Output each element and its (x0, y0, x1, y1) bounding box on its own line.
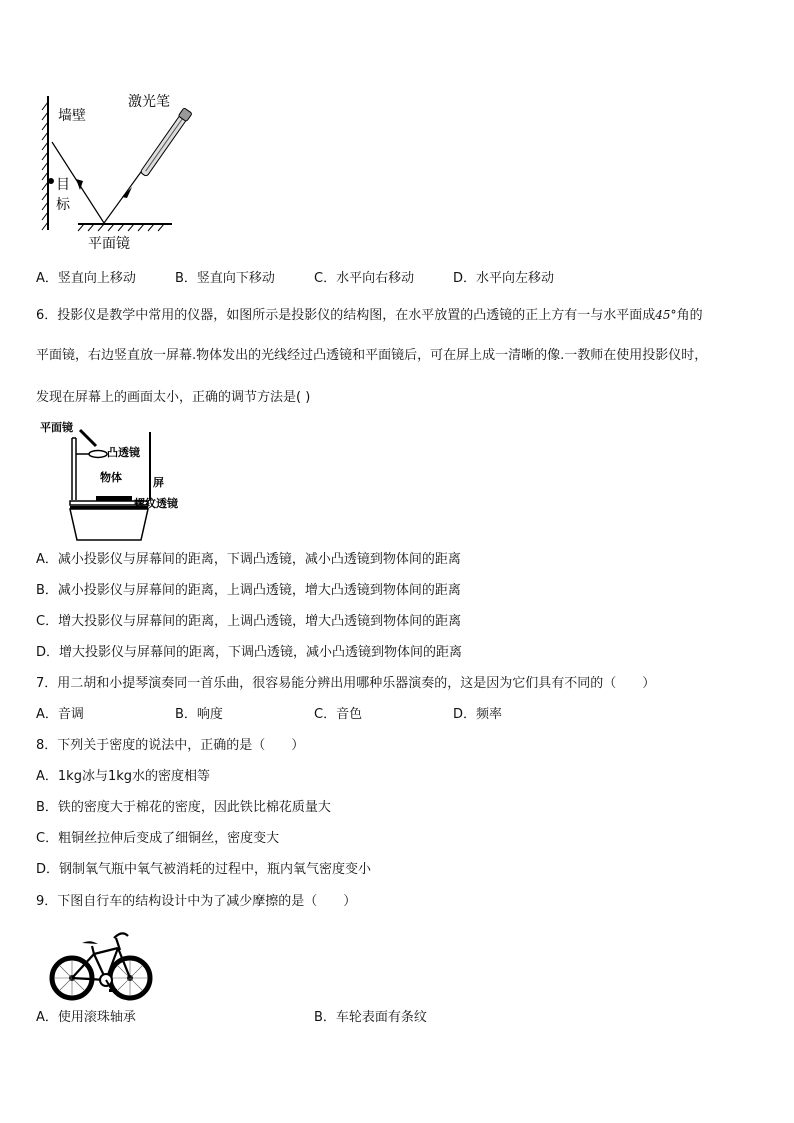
laser-label: 激光笔 (128, 94, 170, 110)
q8-option-a: A．1kg冰与1kg水的密度相等 (36, 769, 210, 784)
projector-object-label: 物体 (100, 471, 122, 484)
q8-option-c: C．粗铜丝拉伸后变成了细铜丝，密度变大 (36, 831, 280, 846)
q8-option-b: B．铁的密度大于棉花的密度，因此铁比棉花质量大 (36, 800, 331, 815)
q9-option-b: B．车轮表面有条纹 (314, 1010, 427, 1025)
q9-stem: 9．下图自行车的结构设计中为了减少摩擦的是（ ） (36, 894, 357, 909)
projector-lens-label: 凸透镜 (107, 446, 140, 459)
q6-option-c: C．增大投影仪与屏幕间的距离，上调凸透镜，增大凸透镜到物体间的距离 (36, 614, 462, 629)
q7-option-d: D．频率 (453, 707, 503, 722)
q6-option-d: D．增大投影仪与屏幕间的距离，下调凸透镜，减小凸透镜到物体间的距离 (36, 645, 463, 660)
q6-stem-line3: 发现在屏幕上的画面太小，正确的调节方法是( ) (36, 390, 311, 405)
q7-stem: 7．用二胡和小提琴演奏同一首乐曲，很容易能分辨出用哪种乐器演奏的，这是因为它们具有不同的（ ） (36, 676, 656, 691)
q5-figure (36, 90, 216, 255)
q6-stem-line2: 平面镜，右边竖直放一屏幕.物体发出的光线经过凸透镜和平面镜后，可在屏上成一清晰的像.一教师在使用投影仪时， (36, 348, 708, 363)
q5-option-b: B．竖直向下移动 (175, 271, 275, 286)
q7-option-a: A．音调 (36, 707, 84, 722)
q6-option-a: A．减小投影仪与屏幕间的距离，下调凸透镜，减小凸透镜到物体间的距离 (36, 552, 461, 567)
q8-option-d: D．钢制氧气瓶中氧气被消耗的过程中，瓶内氧气密度变小 (36, 862, 372, 877)
q6-stem-line1 (36, 306, 703, 325)
q6-stem-text: 6．投影仪是教学中常用的仪器，如图所示是投影仪的结构图，在水平放置的凸透镜的正上方有一与水平面成 (36, 308, 656, 323)
projector-fresnel-label: 螺纹透镜 (134, 497, 178, 510)
q5-option-c: C．水平向右移动 (314, 271, 415, 286)
mirror-label: 平面镜 (88, 236, 130, 252)
q6-stem-end: 角的 (676, 308, 703, 323)
target-label-2: 标 (56, 197, 70, 213)
q5-option-a: A．竖直向上移动 (36, 271, 136, 286)
wall-label: 墙壁 (58, 108, 86, 124)
q8-stem: 8．下列关于密度的说法中，正确的是（ ） (36, 738, 305, 753)
projector-mirror-label: 平面镜 (40, 421, 73, 434)
q7-option-b: B．响度 (175, 707, 223, 722)
q6-figure (38, 418, 198, 544)
target-label-1: 目 (56, 177, 70, 193)
q9-option-a: A．使用滚珠轴承 (36, 1010, 136, 1025)
q7-option-c: C．音色 (314, 707, 363, 722)
projector-screen-label: 屏 (153, 476, 164, 489)
q6-angle: 45° (655, 308, 677, 322)
bicycle-figure (48, 922, 154, 1004)
q5-option-d: D．水平向左移动 (453, 271, 555, 286)
q6-option-b: B．减小投影仪与屏幕间的距离，上调凸透镜，增大凸透镜到物体间的距离 (36, 583, 461, 598)
